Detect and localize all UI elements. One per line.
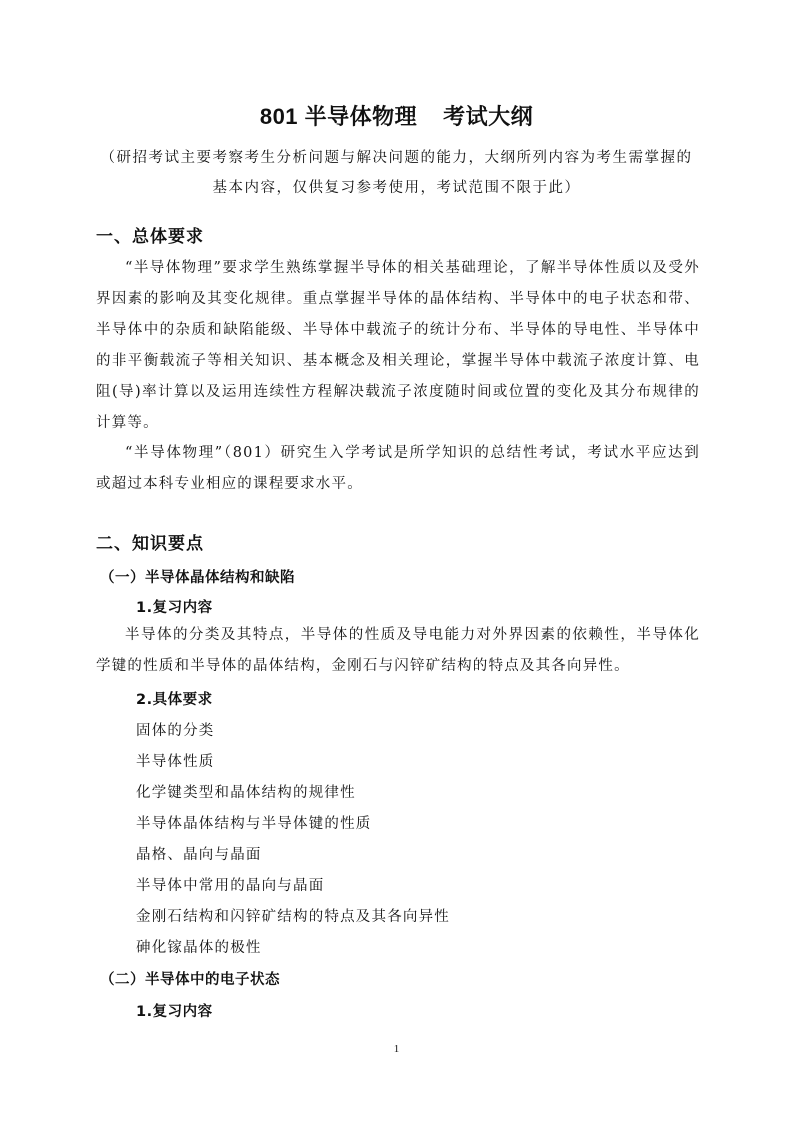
requirement-item: 半导体中常用的晶向与晶面 xyxy=(136,878,325,894)
scope-note-line-1: （研招考试主要考察考生分析问题与解决问题的能力，大纲所列内容为考生需掌握的 xyxy=(100,150,693,166)
section-heading-key-points: 二、知识要点 xyxy=(96,534,204,554)
general-requirements-paragraph-1: “半导体物理”要求学生熟练掌握半导体的相关基础理论，了解半导体性质以及受外界因素的影响及其变化规律。重点掌握半导体的晶体结构、半导体中的电子状态和带、半导体中的杂质和缺陷能级、半导体中载流子的统计分布、半导体的导电性、半导体中的非平衡载流子等相关知识、基本概念及相关理论，掌握半导体中载流子浓度计算、电阻(导)率计算以及运用连续性方程解决载流子浓度随时间或位置的变化及其分布规律的计算等。 xyxy=(96,260,700,431)
requirement-item: 半导体晶体结构与半导体键的性质 xyxy=(136,816,372,832)
subsection-heading-electron-states: （二）半导体中的电子状态 xyxy=(100,972,280,988)
requirement-item: 半导体性质 xyxy=(136,754,215,770)
requirement-item: 砷化镓晶体的极性 xyxy=(136,940,262,956)
title-course: 801 半导体物理 xyxy=(259,104,418,129)
page-number: 1 xyxy=(393,1043,400,1055)
section-heading-general: 一、总体要求 xyxy=(96,227,204,247)
document-title xyxy=(0,100,793,131)
review-content-heading: 1.复习内容 xyxy=(136,600,213,616)
requirement-item: 金刚石结构和闪锌矿结构的特点及其各向异性 xyxy=(136,909,450,925)
scope-note-line-2: 基本内容，仅供复习参考使用，考试范围不限于此） xyxy=(212,180,581,196)
requirement-item: 化学键类型和晶体结构的规律性 xyxy=(136,785,356,801)
subsection-heading-crystal-structure: （一）半导体晶体结构和缺陷 xyxy=(100,570,295,586)
requirement-item: 固体的分类 xyxy=(136,723,215,739)
specific-requirements-heading: 2.具体要求 xyxy=(136,692,213,708)
general-requirements-paragraph-2: “半导体物理”（801）研究生入学考试是所学知识的总结性考试，考试水平应达到或超过本科专业相应的课程要求水平。 xyxy=(96,445,700,492)
review-content-heading-2: 1.复习内容 xyxy=(136,1004,213,1020)
review-content-paragraph: 半导体的分类及其特点，半导体的性质及导电能力对外界因素的依赖性，半导体化学键的性质和半导体的晶体结构，金刚石与闪锌矿结构的特点及其各向异性。 xyxy=(96,627,700,674)
requirement-item: 晶格、晶向与晶面 xyxy=(136,847,262,863)
title-outline: 考试大纲 xyxy=(443,104,534,129)
